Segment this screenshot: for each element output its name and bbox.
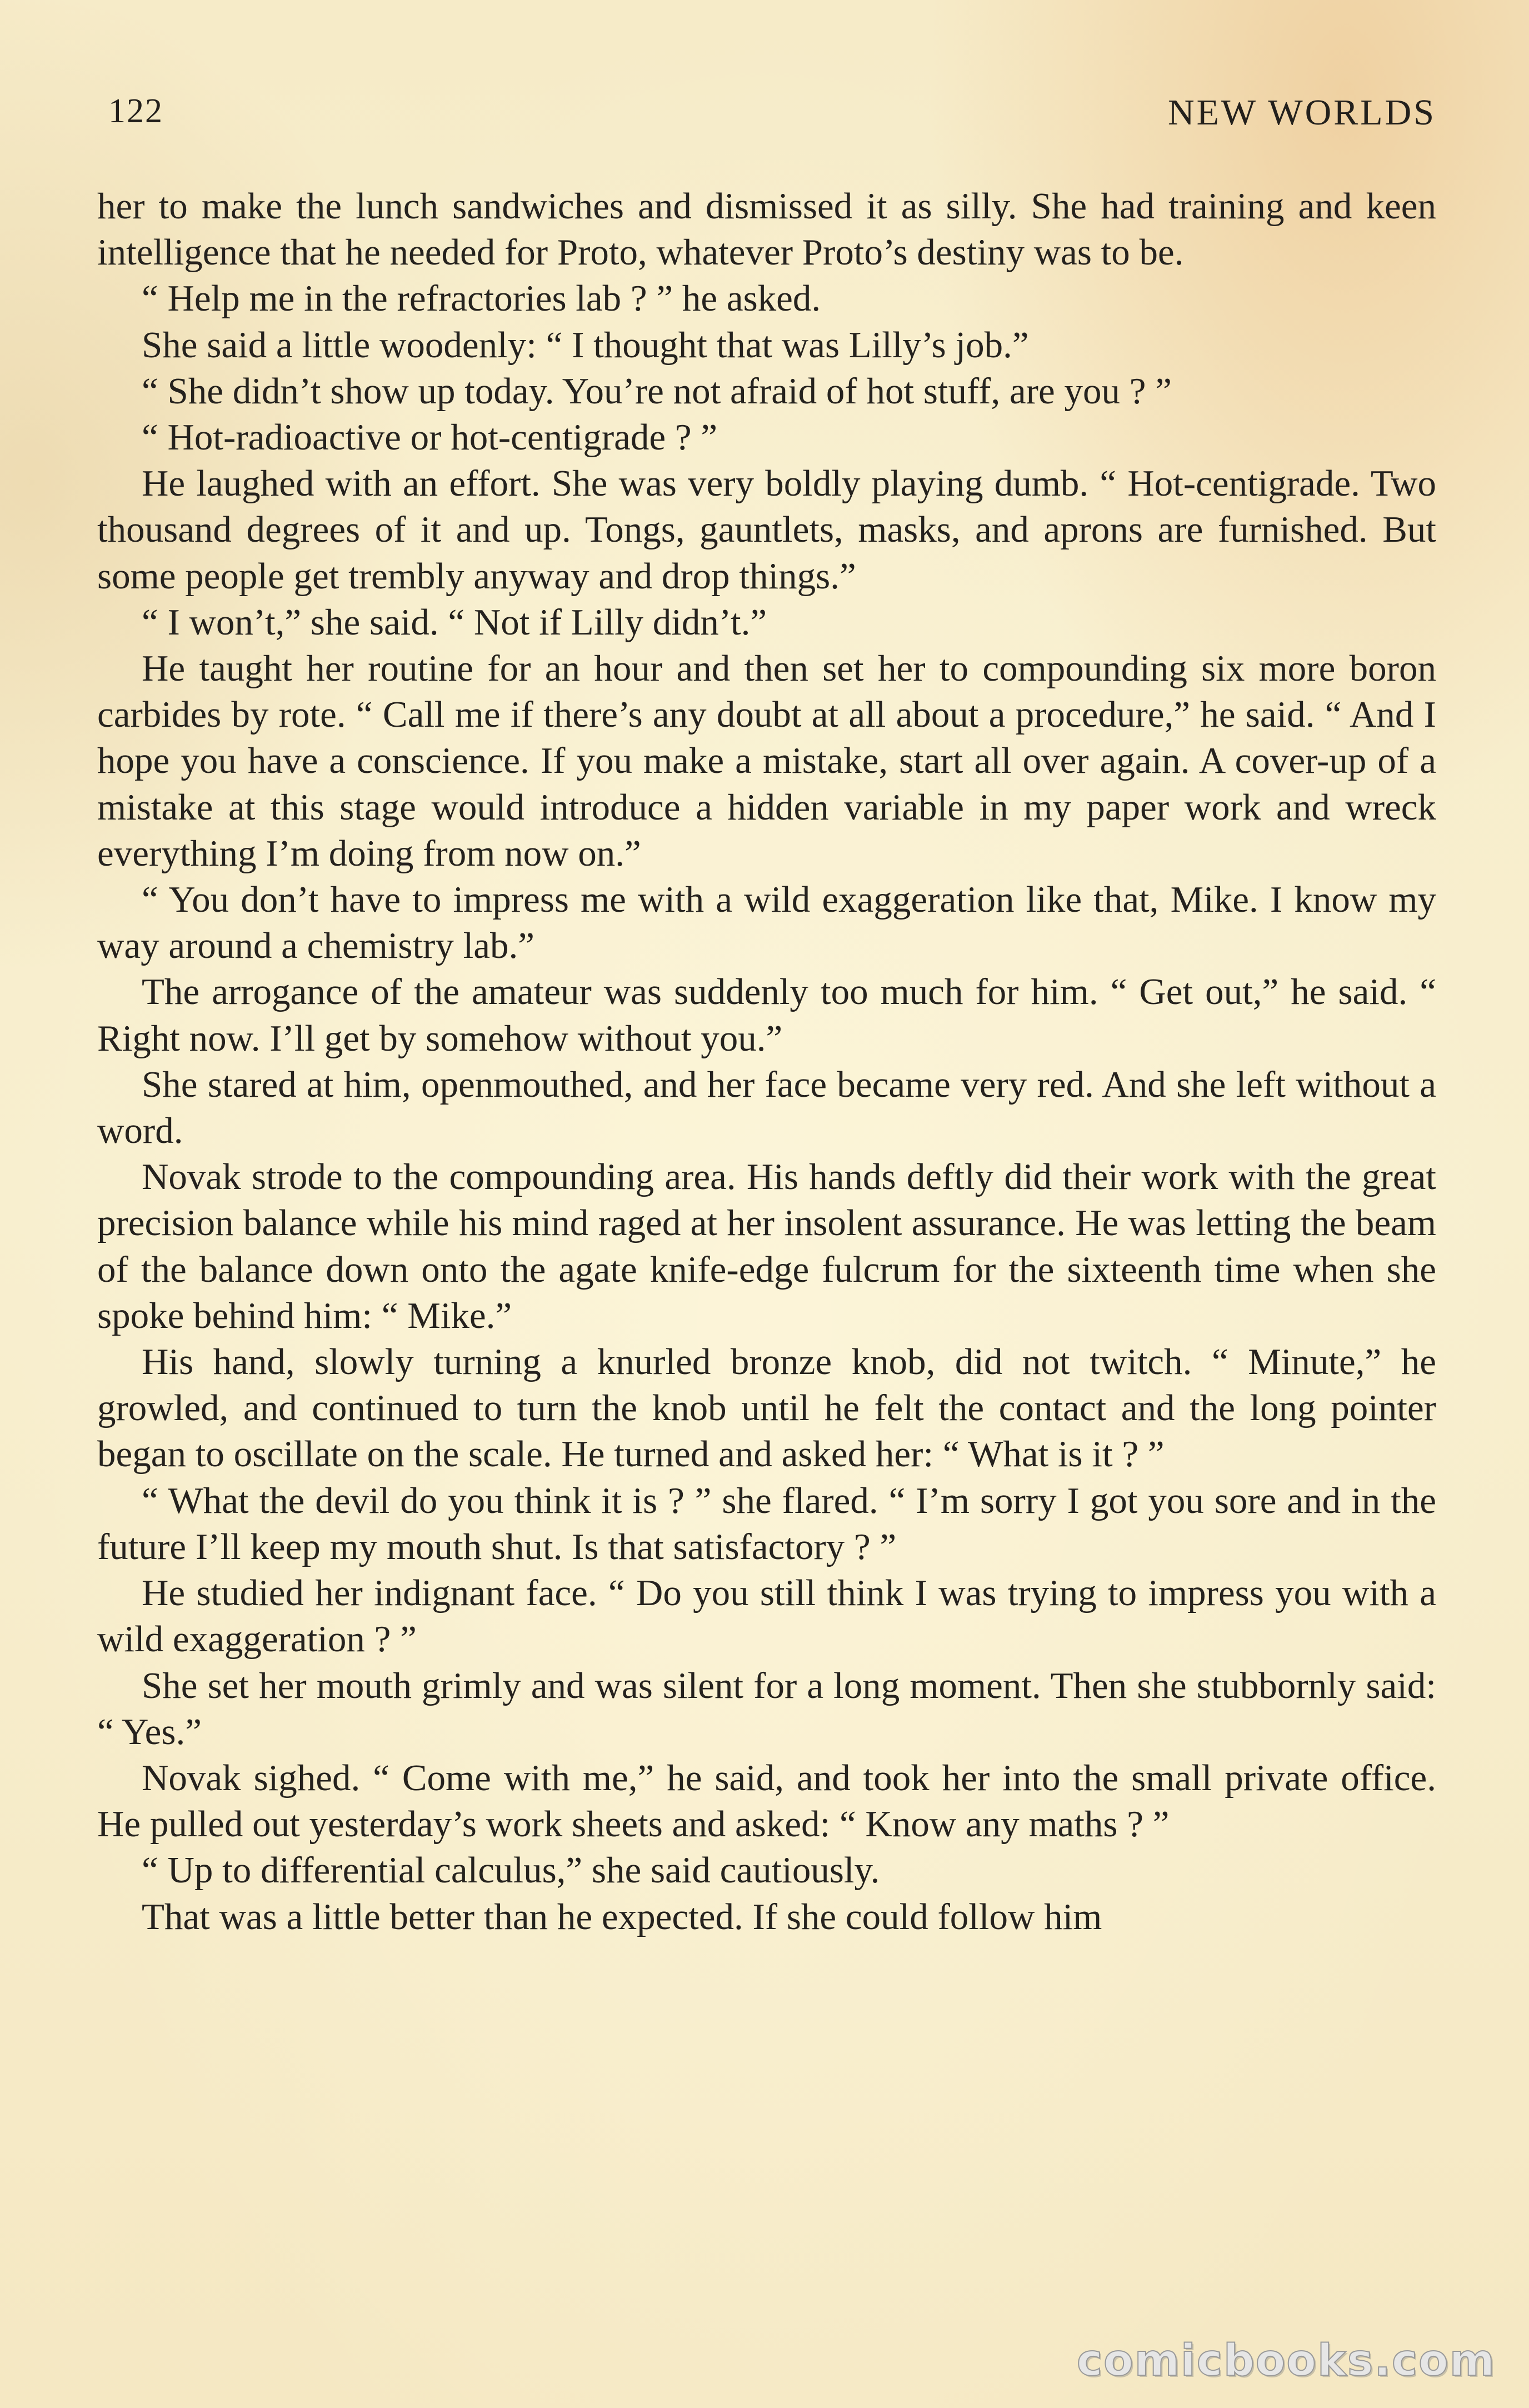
paragraph: Novak sighed. “ Come with me,” he said, and took her into the small private office. He pulled out yesterday’s work sheets and asked: “ Know any maths ? ” — [97, 1757, 1436, 1845]
paragraph: She set her mouth grimly and was silent for a long moment. Then she stubbornly said: “ Yes.” — [97, 1665, 1436, 1752]
body-text — [97, 183, 1436, 1940]
paragraph: “ Hot-radioactive or hot-centigrade ? ” — [142, 417, 718, 458]
watermark: comicbooks.com — [1076, 2336, 1496, 2386]
paragraph: Novak strode to the compounding area. His hands deftly did their work with the great precision balance while his mind raged at her insolent assurance. He was letting the beam of the balance down onto the agate knife-edge fulcrum for the sixteenth time when she spoke behind him: “ Mike.” — [97, 1156, 1436, 1336]
paragraph: He laughed with an effort. She was very boldly playing dumb. “ Hot-centigrade. Two thousand degrees of it and up. Tongs, gauntlets, masks, and aprons are furnished. But some people get trembly anyway and drop things.” — [97, 463, 1436, 597]
paragraph: “ What the devil do you think it is ? ” she flared. “ I’m sorry I got you sore and in the future I’ll keep my mouth shut. Is that satisfactory ? ” — [97, 1480, 1436, 1567]
paragraph: The arrogance of the amateur was suddenly too much for him. “ Get out,” he said. “ Right now. I’ll get by somehow without you.” — [97, 971, 1436, 1059]
page-header — [108, 92, 1436, 147]
paragraph: That was a little better than he expected. If she could follow him — [142, 1896, 1102, 1937]
paragraph: She stared at him, openmouthed, and her face became very red. And she left without a word. — [97, 1063, 1436, 1152]
paragraph: “ She didn’t show up today. You’re not afraid of hot stuff, are you ? ” — [142, 370, 1172, 412]
paragraph: “ I won’t,” she said. “ Not if Lilly didn’t.” — [142, 601, 767, 643]
paragraph: “ You don’t have to impress me with a wild exaggeration like that, Mike. I know my way around a chemistry lab.” — [97, 879, 1436, 967]
paragraph: her to make the lunch sandwiches and dismissed it as silly. She had training and keen intelligence that he needed for Proto, whatever Proto’s destiny was to be. — [97, 186, 1436, 273]
paragraph: “ Help me in the refractories lab ? ” he asked. — [142, 278, 821, 319]
paragraph: He studied her indignant face. “ Do you still think I was trying to impress you with a wild exaggeration ? ” — [97, 1572, 1436, 1660]
paragraph: “ Up to differential calculus,” she said cautiously. — [142, 1850, 880, 1891]
paragraph: She said a little woodenly: “ I thought that was Lilly’s job.” — [142, 324, 1029, 366]
running-head: NEW WORLDS — [1167, 92, 1436, 133]
page-number: 122 — [108, 92, 163, 130]
paragraph: His hand, slowly turning a knurled bronze knob, did not twitch. “ Minute,” he growled, and continued to turn the knob until he felt the contact and the long pointer began to oscillate on the scale. He turned and asked her: “ What is it ? ” — [97, 1341, 1436, 1475]
paragraph: He taught her routine for an hour and then set her to compounding six more boron carbides by rote. “ Call me if there’s any doubt at all about a procedure,” he said. “ And I hope you have a conscience. If you make a mistake, start all over again. A cover-up of a mistake at this stage would introduce a hidden variable in my paper work and wreck everything I’m doing from now on.” — [97, 648, 1436, 874]
